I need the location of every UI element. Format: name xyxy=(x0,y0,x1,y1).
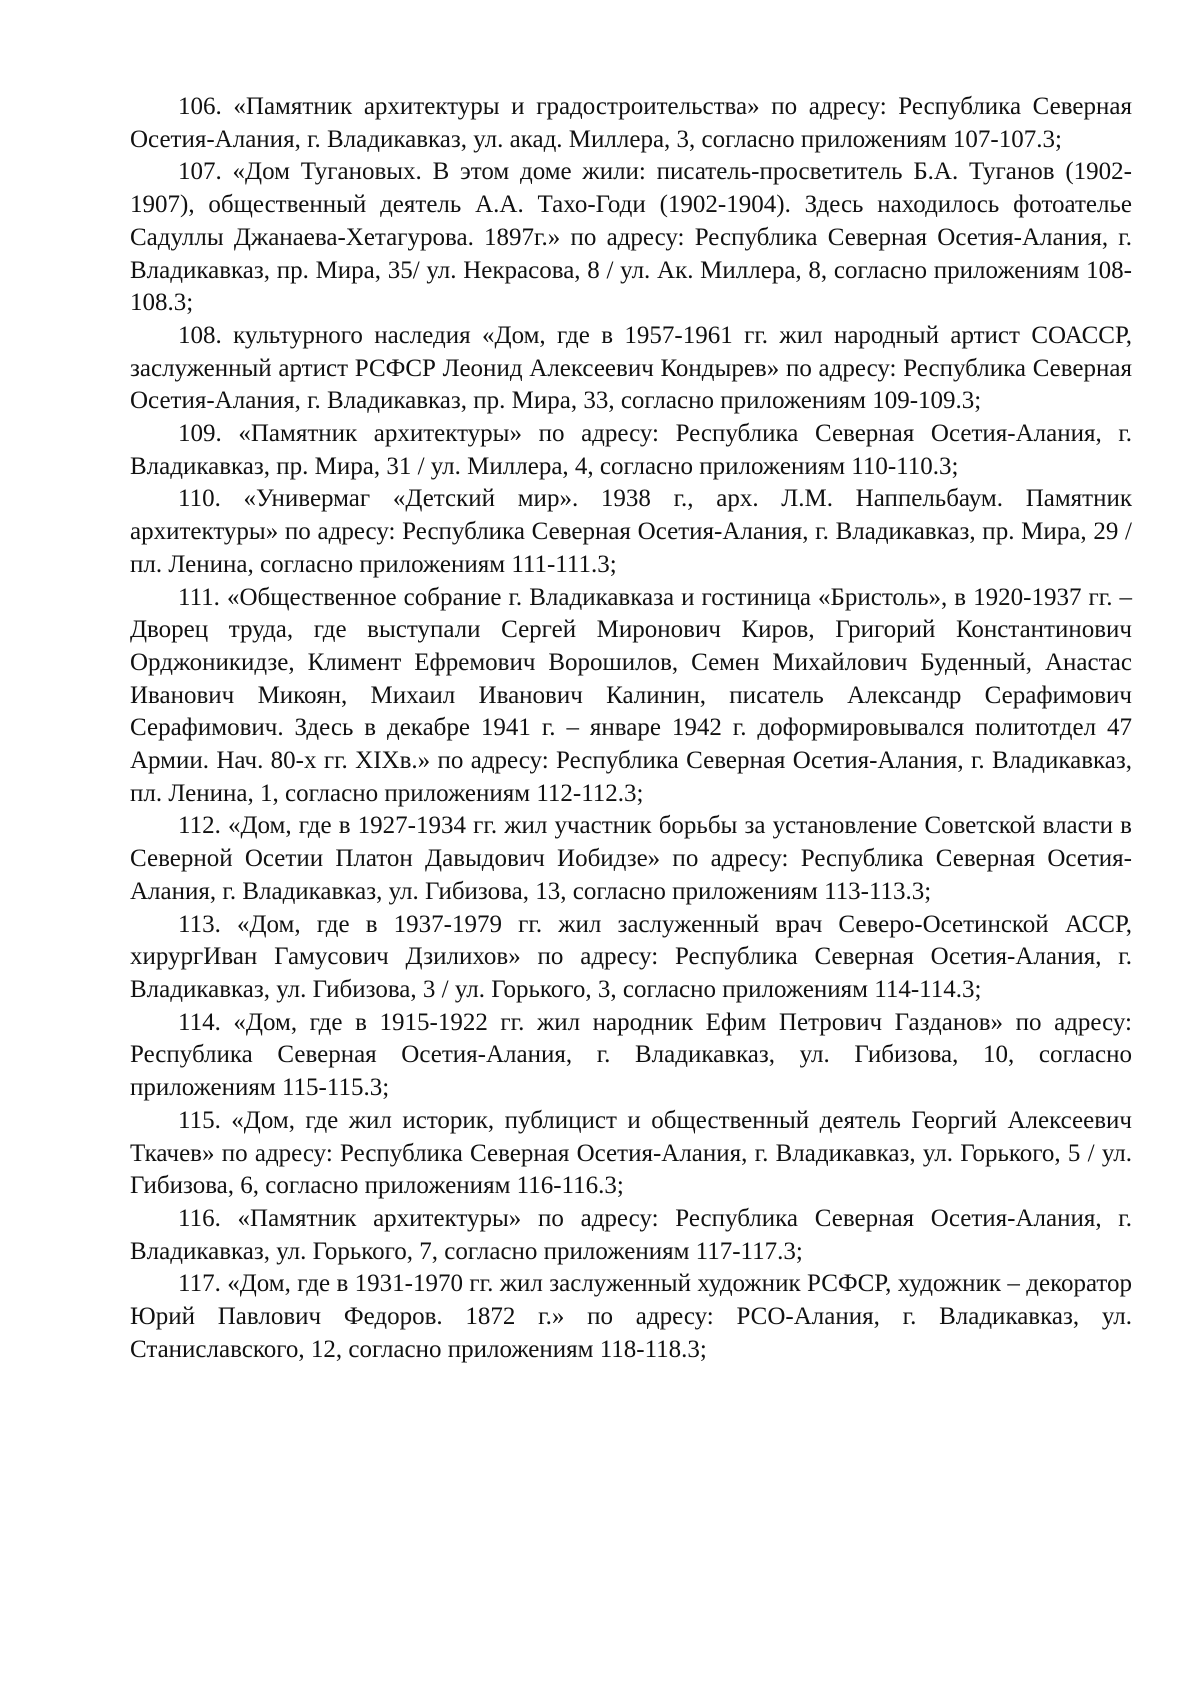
list-item-115: 115. «Дом, где жил историк, публицист и общественный деятель Георгий Алексеевич Ткачев» по адресу: Республика Северная Осетия-Алания, г. Владикавказ, ул. Горького, 5 / ул. Гибизова, 6, согласно приложениям 116-116.3; xyxy=(130,1106,1132,1200)
list-item-111: 111. «Общественное собрание г. Владикавказа и гостиница «Бристоль», в 1920-1937 гг. – Дворец труда, где выступали Сергей Миронович Киров, Григорий Константинович Орджоникидзе, Климент Ефремович Ворошилов, Семен Михайлович Буденный, Анастас Иванович Микоян, Михаил Иванович Калинин, писатель Александр Серафимович Серафимович. Здесь в декабре 1941 г. – январе 1942 г. доформировывался политотдел 47 Армии. Нач. 80-х гг. XIXв.» по адресу: Республика Северная Осетия-Алания, г. Владикавказ, пл. Ленина, 1, согласно приложениям 112-112.3; xyxy=(130,583,1132,807)
list-item-113: 113. «Дом, где в 1937-1979 гг. жил заслуженный врач Северо-Осетинской АССР, хирургИван Гамусович Дзилихов» по адресу: Республика Северная Осетия-Алания, г. Владикавказ, ул. Гибизова, 3 / ул. Горького, 3, согласно приложениям 114-114.3; xyxy=(130,910,1132,1003)
list-item-109: 109. «Памятник архитектуры» по адресу: Республика Северная Осетия-Алания, г. Владикавказ, пр. Мира, 31 / ул. Миллера, 4, согласно приложениям 110-110.3; xyxy=(130,420,1132,480)
list-item-107: 107. «Дом Тугановых. В этом доме жили: писатель-просветитель Б.А. Туганов (1902-1907), общественный деятель А.А. Тахо-Годи (1902-1904). Здесь находилось фотоателье Садуллы Джанаева-Хетагурова. 1897г.» по адресу: Республика Северная Осетия-Алания, г. Владикавказ, пр. Мира, 35/ ул. Некрасова, 8 / ул. Ак. Миллера, 8, согласно приложениям 108-108.3; xyxy=(130,158,1132,317)
list-item-110: 110. «Универмаг «Детский мир». 1938 г., арх. Л.М. Наппельбаум. Памятник архитектуры» по адресу: Республика Северная Осетия-Алания, г. Владикавказ, пр. Мира, 29 / пл. Ленина, согласно приложениям 111-111.3; xyxy=(130,485,1132,578)
list-item-112: 112. «Дом, где в 1927-1934 гг. жил участник борьбы за установление Советской власти в Северной Осетии Платон Давыдович Иобидзе» по адресу: Республика Северная Осетия-Алания, г. Владикавказ, ул. Гибизова, 13, согласно приложениям 113-113.3; xyxy=(130,812,1132,905)
list-item-116: 116. «Памятник архитектуры» по адресу: Республика Северная Осетия-Алания, г. Владикавказ, ул. Горького, 7, согласно приложениям 117-117.3; xyxy=(130,1204,1132,1265)
list-item-106: 106. «Памятник архитектуры и градостроительства» по адресу: Республика Северная Осетия-Алания, г. Владикавказ, ул. акад. Миллера, 3, согласно приложениям 107-107.3; xyxy=(130,93,1132,153)
list-item-114: 114. «Дом, где в 1915-1922 гг. жил народник Ефим Петрович Газданов» по адресу: Республика Северная Осетия-Алания, г. Владикавказ, ул. Гибизова, 10, согласно приложениям 115-115.3; xyxy=(130,1008,1132,1102)
document-page xyxy=(130,91,1132,1366)
list-item-108: 108. культурного наследия «Дом, где в 1957-1961 гг. жил народный артист СОАССР, заслуженный артист РСФСР Леонид Алексеевич Кондырев» по адресу: Республика Северная Осетия-Алания, г. Владикавказ, пр. Мира, 33, согласно приложениям 109-109.3; xyxy=(130,321,1132,415)
list-item-117: 117. «Дом, где в 1931-1970 гг. жил заслуженный художник РСФСР, художник – декоратор Юрий Павлович Федоров. 1872 г.» по адресу: РСО-Алания, г. Владикавказ, ул. Станиславского, 12, согласно приложениям 118-118.3; xyxy=(130,1270,1132,1363)
